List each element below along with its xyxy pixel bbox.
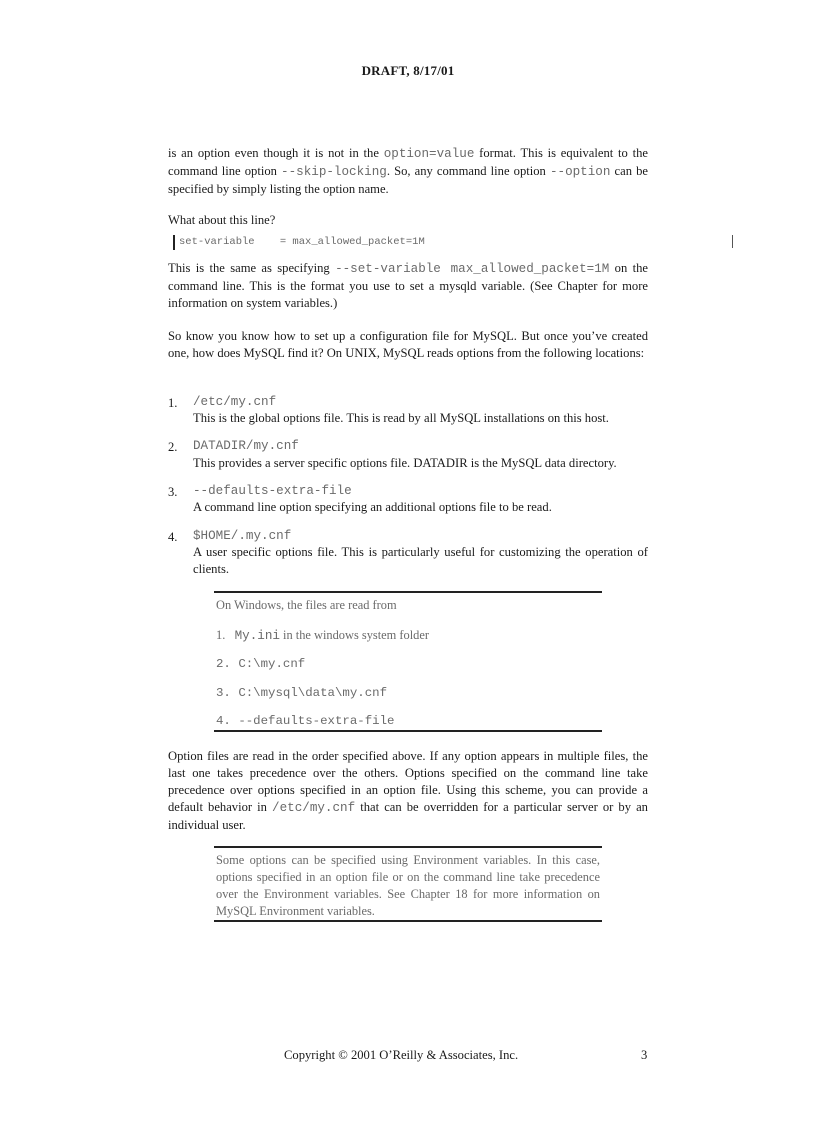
list-item-code: /etc/my.cnf bbox=[193, 395, 277, 409]
note-top-rule bbox=[214, 846, 602, 848]
note-list-item: 2. C:\my.cnf bbox=[216, 657, 306, 671]
code-margin-bar bbox=[173, 235, 175, 250]
paragraph-config-locations: So know you know how to set up a configuration file for MySQL. But once you’ve created one, how does MySQL find it? On UNIX, MySQL reads options from the following locations: bbox=[168, 329, 648, 360]
paragraph-option-order: Option files are read in the order specified above. If any option appears in multiple files, the last one takes precedence over the others. Options specified on the command line take precedence over options specified in an option file. Using this scheme, you can provide a default behavior in /etc/my.cnf that can be overridden for a particular server or by an individual user. bbox=[168, 749, 648, 832]
list-item-number: 2. bbox=[168, 440, 178, 454]
list-item-description: A command line option specifying an additional options file to be read. bbox=[193, 500, 552, 514]
note-environment-variables: Some options can be specified using Environment variables. In this case, options specified in an option file or on the command line take precedence over the Environment variables. See Chapter 18 for more information on MySQL Environment variables. bbox=[216, 853, 600, 918]
list-item-number: 3. bbox=[168, 485, 178, 499]
note-list-item: 1. My.ini in the windows system folder bbox=[216, 628, 429, 643]
paragraph-set-variable: This is the same as specifying --set-variable max_allowed_packet=1M on the command line. This is the format you use to set a mysqld variable. (See Chapter for more information on system variables.) bbox=[168, 261, 648, 310]
note-list-item: 4. --defaults-extra-file bbox=[216, 714, 395, 728]
list-item-description: This provides a server specific options file. DATADIR is the MySQL data directory. bbox=[193, 456, 617, 470]
paragraph-question: What about this line? bbox=[168, 213, 276, 227]
code-set-variable-inline: --set-variable max_allowed_packet=1M bbox=[335, 262, 610, 276]
note-windows-intro: On Windows, the files are read from bbox=[216, 598, 397, 612]
code-etc-my-cnf: /etc/my.cnf bbox=[272, 801, 356, 815]
list-item-number: 4. bbox=[168, 530, 178, 544]
page-number: 3 bbox=[641, 1048, 648, 1062]
page-header: DRAFT, 8/17/01 bbox=[361, 63, 455, 78]
list-item-code: DATADIR/my.cnf bbox=[193, 439, 299, 453]
change-bar bbox=[732, 235, 733, 248]
code-option-value: option=value bbox=[383, 147, 475, 161]
list-item-code: $HOME/.my.cnf bbox=[193, 529, 292, 543]
code-option: --option bbox=[549, 165, 611, 179]
list-item-number: 1. bbox=[168, 396, 178, 410]
code-set-variable: set-variable = max_allowed_packet=1M bbox=[179, 236, 425, 248]
list-item-description: This is the global options file. This is read by all MySQL installations on this host. bbox=[193, 411, 609, 425]
note-list-item: 3. C:\mysql\data\my.cnf bbox=[216, 686, 388, 700]
list-item-description: A user specific options file. This is particularly useful for customizing the operation of clients. bbox=[193, 545, 648, 576]
note-bottom-rule bbox=[214, 730, 602, 732]
page-footer-copyright: Copyright © 2001 O’Reilly & Associates, Inc. bbox=[284, 1048, 519, 1062]
list-item-code: --defaults-extra-file bbox=[193, 484, 352, 498]
code-skip-locking: --skip-locking bbox=[281, 165, 387, 179]
note-bottom-rule bbox=[214, 920, 602, 922]
paragraph-option-format: is an option even though it is not in the option=value format. This is equivalent to the command line option --skip-locking. So, any command line option --option can be specified by simply listing the option name. bbox=[168, 146, 648, 196]
note-top-rule bbox=[214, 591, 602, 593]
